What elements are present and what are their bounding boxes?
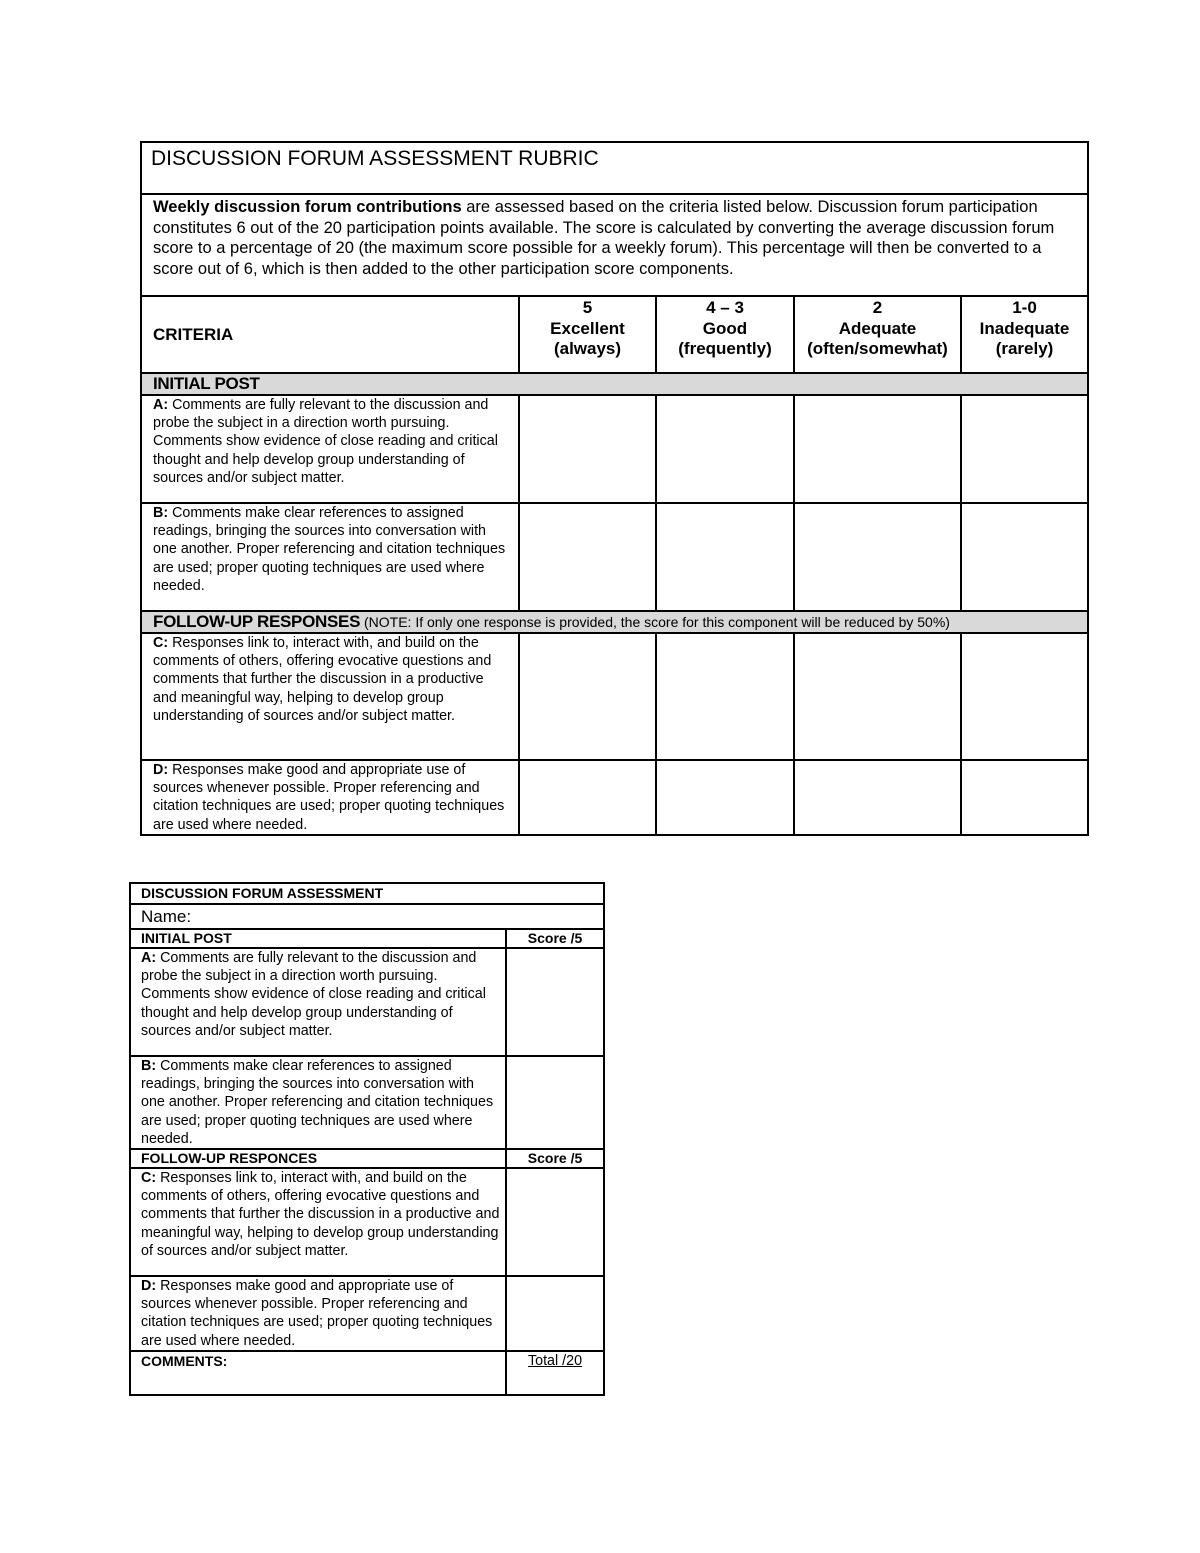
criterion-key: A:	[141, 950, 157, 966]
criterion-text: Comments are fully relevant to the discussion and probe the subject in a direction worth pursuing. Comments show evidence of close reading and critical thought and help develop group understanding of sources and/or subject matter.	[153, 397, 498, 486]
level-score: 1-0	[1012, 298, 1037, 317]
criteria-header: CRITERIA	[141, 296, 519, 373]
criterion-b	[141, 503, 519, 611]
level-frequency: (rarely)	[995, 339, 1054, 358]
criterion-c	[141, 633, 519, 760]
score-cell[interactable]	[794, 503, 961, 611]
section-title: INITIAL POST	[153, 374, 260, 393]
criterion-a	[141, 395, 519, 503]
sheet-title: DISCUSSION FORUM ASSESSMENT	[130, 883, 604, 904]
score-cell[interactable]	[961, 503, 1088, 611]
level-frequency: (often/somewhat)	[807, 339, 948, 358]
score-cell[interactable]	[519, 395, 656, 503]
rubric-intro-text: are assessed based on the criteria listed below. Discussion forum participation constitutes 6 out of the 20 participation points available. The score is calculated by converting the average discussion forum score to a percentage of 20 (the maximum score possible for a weekly forum). This percentage will then be converted to a score out of 6, which is then added to the other participation score components.	[153, 198, 1055, 278]
score-cell[interactable]	[656, 760, 794, 835]
criterion-text: Responses link to, interact with, and build on the comments of others, offering evocative questions and comments that further the discussion in a productive and meaningful way, helping to develop group understanding of sources and/or subject matter.	[153, 635, 492, 724]
criterion-key: D:	[141, 1278, 157, 1295]
level-score: 2	[872, 298, 883, 317]
score-header: Score /5	[506, 929, 604, 948]
score-cell[interactable]	[794, 633, 961, 760]
level-frequency: (frequently)	[678, 339, 772, 358]
score-cell[interactable]	[794, 760, 961, 835]
section-note: (NOTE: If only one response is provided, the score for this component will be reduced by 50%)	[360, 614, 950, 630]
name-label: Name:	[141, 907, 192, 926]
level-label: Adequate	[838, 318, 917, 338]
criterion-row-a	[141, 395, 1088, 503]
criterion-text: Responses make good and appropriate use of sources whenever possible. Proper referencing and citation techniques are used; proper quoting techniques are used where needed.	[153, 762, 505, 833]
score-input-b[interactable]	[506, 1056, 604, 1149]
total-label: Total /20	[527, 1352, 583, 1369]
criterion-key: B:	[141, 1058, 157, 1074]
criterion-key: C:	[153, 635, 169, 651]
section-initial-post	[141, 373, 1088, 395]
sheet-section-initial: INITIAL POST	[130, 929, 506, 948]
sheet-section-followup: FOLLOW-UP RESPONCES	[130, 1149, 506, 1168]
criterion-row-b	[141, 503, 1088, 611]
score-cell[interactable]	[656, 503, 794, 611]
score-cell[interactable]	[794, 395, 961, 503]
level-adequate-header	[794, 296, 961, 373]
sheet-criterion-a	[130, 948, 506, 1056]
section-title: FOLLOW-UP RESPONSES	[153, 612, 361, 631]
score-cell[interactable]	[519, 503, 656, 611]
score-cell[interactable]	[656, 633, 794, 760]
score-sheet	[129, 882, 605, 1396]
level-good-header	[656, 296, 794, 373]
section-follow-up	[141, 611, 1088, 633]
criterion-text: Responses link to, interact with, and build on the comments of others, offering evocative questions and comments that further the discussion in a productive and meaningful way, helping to develop group understanding of sources and/or subject matter.	[141, 1170, 500, 1259]
level-score: 4 – 3	[706, 298, 744, 317]
criterion-key: C:	[141, 1170, 157, 1187]
criterion-text: Responses make good and appropriate use of sources whenever possible. Proper referencing and citation techniques are used; proper quoting techniques are used where needed.	[141, 1278, 493, 1349]
criterion-key: A:	[153, 397, 169, 413]
criterion-row-d	[141, 760, 1088, 835]
level-frequency: (always)	[553, 339, 622, 358]
score-cell[interactable]	[656, 395, 794, 503]
sheet-criterion-b	[130, 1056, 506, 1149]
score-cell[interactable]	[519, 760, 656, 835]
criterion-text: Comments are fully relevant to the discussion and probe the subject in a direction worth pursuing. Comments show evidence of close reading and critical thought and help develop group understanding of sources and/or subject matter.	[141, 950, 486, 1039]
rubric-title-cell	[141, 142, 1088, 194]
level-score: 5	[582, 298, 593, 317]
criterion-key: B:	[153, 505, 169, 521]
score-input-a[interactable]	[506, 948, 604, 1056]
score-cell[interactable]	[961, 633, 1088, 760]
total-field[interactable]	[506, 1351, 604, 1395]
level-label: Inadequate	[979, 318, 1070, 338]
score-cell[interactable]	[961, 760, 1088, 835]
criterion-d	[141, 760, 519, 835]
level-inadequate-header	[961, 296, 1088, 373]
sheet-criterion-c	[130, 1168, 506, 1276]
score-header: Score /5	[506, 1149, 604, 1168]
criterion-text: Comments make clear references to assigned readings, bringing the sources into conversation with one another. Proper referencing and citation techniques are used; proper quoting techniques are used where needed.	[153, 505, 506, 594]
criterion-row-c	[141, 633, 1088, 760]
sheet-criterion-d	[130, 1276, 506, 1351]
criterion-text: Comments make clear references to assigned readings, bringing the sources into conversation with one another. Proper referencing and citation techniques are used; proper quoting techniques are used where needed.	[141, 1058, 494, 1147]
rubric-intro-bold: Weekly discussion forum contributions	[153, 198, 462, 216]
level-excellent-header	[519, 296, 656, 373]
score-cell[interactable]	[961, 395, 1088, 503]
comments-label: COMMENTS:	[141, 1352, 228, 1369]
level-label: Good	[702, 318, 748, 338]
score-input-c[interactable]	[506, 1168, 604, 1276]
rubric-title: DISCUSSION FORUM ASSESSMENT RUBRIC	[151, 147, 599, 170]
comments-field[interactable]	[130, 1351, 506, 1395]
rubric-table	[140, 141, 1089, 836]
score-input-d[interactable]	[506, 1276, 604, 1351]
level-label: Excellent	[550, 318, 625, 338]
score-cell[interactable]	[519, 633, 656, 760]
rubric-intro	[141, 194, 1088, 296]
criterion-key: D:	[153, 762, 169, 778]
name-field[interactable]	[130, 904, 604, 929]
